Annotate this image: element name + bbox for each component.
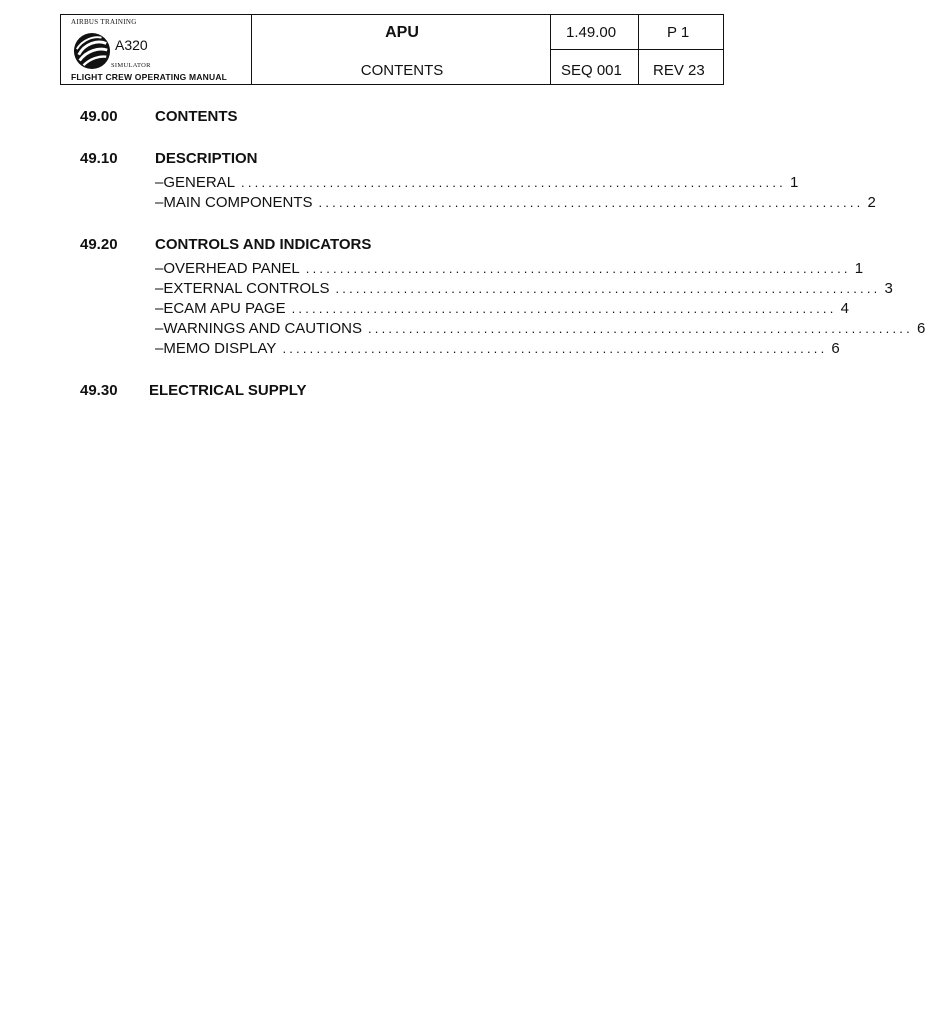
sequence-number: SEQ 001 xyxy=(561,62,622,79)
section-number: 49.10 xyxy=(80,150,118,167)
section-heading: CONTROLS AND INDICATORS xyxy=(155,236,372,253)
toc-entry[interactable] xyxy=(155,340,840,360)
dot-leader: ................................................................................ xyxy=(282,341,828,356)
entry-page: 2 xyxy=(867,194,876,211)
entry-label: ECAM APU PAGE xyxy=(163,300,286,317)
dot-leader: ................................................................................ xyxy=(291,301,837,316)
dot-leader: ................................................................................ xyxy=(335,281,881,296)
document-header xyxy=(60,14,724,85)
entry-label: OVERHEAD PANEL xyxy=(163,260,300,277)
entry-label: EXTERNAL CONTROLS xyxy=(163,280,330,297)
logo-block xyxy=(61,15,252,83)
entry-dash: – xyxy=(155,194,164,211)
entry-label: GENERAL xyxy=(163,174,236,191)
revision-number: REV 23 xyxy=(653,62,705,79)
entry-label: MAIN COMPONENTS xyxy=(163,194,313,211)
entry-dash: – xyxy=(155,174,164,191)
toc-entry[interactable] xyxy=(155,300,849,320)
aircraft-type: A320 xyxy=(115,37,148,53)
toc-entry[interactable] xyxy=(155,280,893,300)
entry-dash: – xyxy=(155,320,164,337)
section-number: 49.20 xyxy=(80,236,118,253)
entry-dash: – xyxy=(155,280,164,297)
entry-dash: – xyxy=(155,300,164,317)
entry-page: 3 xyxy=(884,280,893,297)
entry-page: 6 xyxy=(916,320,925,337)
dot-leader: ................................................................................ xyxy=(241,175,786,190)
section-heading: DESCRIPTION xyxy=(155,150,258,167)
reference-number: 1.49.00 xyxy=(566,24,617,41)
entry-page: 4 xyxy=(840,300,849,317)
page-number: P 1 xyxy=(667,24,690,41)
entry-label: WARNINGS AND CAUTIONS xyxy=(163,320,362,337)
entry-page: 6 xyxy=(831,340,840,357)
toc-entry[interactable] xyxy=(155,320,925,340)
toc-entry[interactable] xyxy=(155,260,864,280)
entry-page: 1 xyxy=(854,260,864,277)
section-heading: ELECTRICAL SUPPLY xyxy=(149,382,307,399)
dot-leader: ................................................................................ xyxy=(318,195,864,210)
section-number: 49.30 xyxy=(80,382,118,399)
chapter-title: APU xyxy=(385,24,419,41)
section-number: 49.00 xyxy=(80,108,118,125)
dot-leader: ................................................................................ xyxy=(367,321,913,336)
entry-label: MEMO DISPLAY xyxy=(163,340,277,357)
section-heading: CONTENTS xyxy=(155,108,238,125)
entry-page: 1 xyxy=(790,174,799,191)
dot-leader: ................................................................................ xyxy=(305,261,851,276)
entry-dash: – xyxy=(155,260,164,277)
header-divider xyxy=(550,49,723,50)
toc-entry[interactable] xyxy=(155,194,876,214)
simulator-line: SIMULATOR xyxy=(111,62,151,69)
airbus-training-logo-icon xyxy=(73,32,111,70)
section-title: CONTENTS xyxy=(360,62,444,79)
manual-title: FLIGHT CREW OPERATING MANUAL xyxy=(71,72,228,82)
entry-dash: – xyxy=(155,340,164,357)
toc-entry[interactable] xyxy=(155,174,799,194)
org-line: AIRBUS TRAINING xyxy=(71,18,137,26)
